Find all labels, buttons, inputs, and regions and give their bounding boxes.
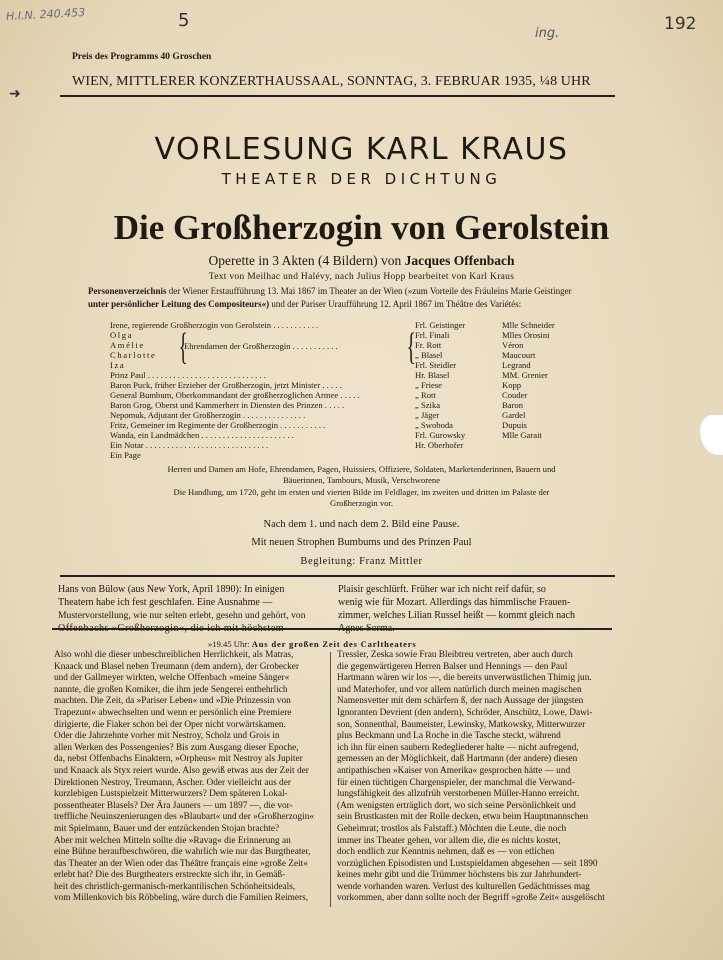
article-line: und der Gallmeyer wirkten, welche Offenbach »meine Sänger« [54,673,290,684]
article-line: gemessen an der Möglichkeit, daß Hartmann (der andere) diesen [337,754,578,765]
right-brace: { [406,326,416,368]
personen-label: Personenverzeichnis [88,286,167,296]
article-column-left [54,650,324,905]
article-line: vom Millenkovich bis Röbbeling, wäre durch die Familien Reimers, [54,893,309,904]
article-line: mit Spielmann, Bauer und der entzückenden Stojan brachte? [54,823,280,834]
cast-paris: Mlle Schneider [502,320,555,330]
article-line: machten. Die Zeit, da »Pariser Leben« und »Die Prinzessin von [54,696,291,707]
cast-wien: Hr. Oberhofer [415,440,464,450]
cast-wien: „ Jäger [415,410,440,420]
cast-role: General Bumbum, Oberkommandant der großherzoglichen Armee . . . . . [110,390,360,400]
cast-paris: Dupuis [502,420,527,430]
article-line: eine Bühne heraufbeschwören, die wahrlich wie nur das Burgtheater, [54,847,311,858]
torn-edge [700,415,723,455]
article-time: »19.45 Uhr: [208,639,250,649]
article-line: heit des christlich-germanisch-merkantilischen Schönheitsideals, [54,881,296,892]
cast-paris: Véron [502,340,524,350]
article-title: Aus der großen Zeit des Carltheaters [251,639,417,649]
paris-premiere-text: und der Pariser Uraufführung 12. April 1867 im Théâtre des Variétés: [271,299,522,309]
article-line: erlebt hat? Die des Burgtheaters erstreckte sich ihr, in Gemäß- [54,870,286,881]
cast-row [110,450,580,460]
cast-wien: „ Rott [415,390,436,400]
cast-role: Ein Notar . . . . . . . . . . . . . . . . . . . . . . . . . . . . . [110,440,269,450]
article-line: lungsfähigkeit des allzufrüh verstorbenen Müller-Hanno erreicht. [337,789,580,800]
left-brace: { [178,326,188,368]
cast-wien: „ Blasel [415,350,443,360]
cast-row [110,410,580,420]
subtitle: THEATER DER DICHTUNG [221,170,502,188]
cast-row [110,390,580,400]
accompaniment: Begleitung: Franz Mittler [300,556,423,567]
personen-intro [88,286,648,297]
quote-line: Plaisir geschlürft. Früher war ich nicht reif dafür, so [338,584,546,595]
article-line: dirigierte, die Fiaker schon bei der Oper nicht vorwärtskamen. [54,719,286,730]
chorus-line-1: Herren und Damen am Hofe, Ehrendamen, Pagen, Huissiers, Offiziere, Soldaten, Marketenderinnen, Bauern und [167,464,556,474]
article-line: Geheimrat; trostlos als Falstaff.) Möchten die Leute, die noch [337,823,567,834]
article-column-right [337,650,609,905]
venue-line: WIEN, MITTLERER KONZERTHAUSSAAL, SONNTAG, 3. FEBRUAR 1935, ¼8 UHR [72,74,591,89]
cast-wien: Frl. Finali [415,330,450,340]
margin-arrow-icon: ➜ [9,87,21,102]
work-subtitle [0,253,723,269]
article-line: son, Sonnenthal, Baumeister, Lewinsky, Matkowsky, Mitterwurzer [337,719,586,730]
article-line: (Am wenigsten erträglich dort, wo sich seine Persönlichkeit und [337,800,576,811]
article-line: Trapezunt« abwechselten und wenn er persönlich eine Premiere [54,707,292,718]
article-line: Oder die Jahrzehnte vorher mit Nestroy, Scholz und Grois in [54,731,280,742]
cast-paris: Couder [502,390,528,400]
quote-line: zimmer, welches Lilian Russel heißt — kommt gleich nach [338,610,576,621]
cast-row [110,430,580,440]
article-line: keines mehr gibt und die Trümmer höchstens bis zur Jahrhundert- [337,870,582,881]
folio-mark: 5 [178,10,190,31]
setting-line-1: Die Handlung, um 1720, geht im ersten und vierten Bilde im Feldlager, im zweiten und dritten im Palaste der [173,487,550,497]
article-line: Hartmann wären wir los —, die bereits unverwüstlichen Thimig jun. [337,673,592,684]
main-title: VORLESUNG KARL KRAUS [154,132,569,167]
article-line: das Theater an der Wien oder das Théâtre français eine »große Zeit« [54,858,308,869]
quote-line: Theatern habe ich fest geschlafen. Eine Ausnahme — [58,597,273,608]
article-line: und Knaack als Styx reiert wurde. Also gewiß etwas aus der Zeit der [54,765,309,776]
article-line: da, nebst Offenbachs Einaktern, »Orpheus« mit Nestroy als Jupiter [54,754,303,765]
cast-role: Irene, regierende Großherzogin von Gerolstein . . . . . . . . . . . [110,320,319,330]
cast-row [110,420,580,430]
strophes-note: Mit neuen Strophen Bumbums und des Prinzen Paul [251,537,472,548]
column-divider [330,652,331,907]
pause-note: Nach dem 1. und nach dem 2. Bild eine Pause. [263,519,460,530]
article-line: Direktionen Nestroy, Treumann, Ascher. Oder vielleicht aus der [54,777,291,788]
cast-paris: Kopp [502,380,522,390]
page-number: 192 [664,14,697,34]
cast-row [110,400,580,410]
article-line: possentheater Blasels? Der Ära Jauners — um 1897 —, die vor- [54,800,293,811]
chorus-line-2: Bäuerinnen, Tambours, Musik, Verschworene [282,475,441,485]
handwritten-note: ing. [535,26,560,41]
cast-paris: Baron [502,400,524,410]
text-credits: Text von Meilhac und Halévy, nach Julius Hopp bearbeitet von Karl Kraus [208,272,515,282]
cast-paris: Gardel [502,410,526,420]
article-rule [52,628,612,630]
article-line: immer ins Theater gehen, vor allem die, die es nichts kostet, [337,835,561,846]
leitung-label: unter persönlicher Leitung des Compositeurs«) [88,299,270,309]
cast-role: Ein Page [110,450,141,460]
quote-line: Mustervorstellung, wie nur selten erlebt, gesehn und gehört, von [58,610,306,621]
cast-role: Prinz Paul . . . . . . . . . . . . . . . . . . . . . . . . . . . . [110,370,266,380]
composer: Jacques Offenbach [404,253,515,268]
article-line: für einen tüchtigen Chargenspieler, der manchmal die Verwand- [337,777,575,788]
header-rule [60,95,615,97]
cast-role: Baron Puck, früher Erzieher der Großherzogin, jetzt Minister . . . . . [110,380,342,390]
cast-wien: „ Swoboda [415,420,453,430]
article-line: vorzüglichen Episodisten und Lustspieldamen abgesehen — seit 1890 [337,858,598,869]
cast-role: Fritz, Gemeiner im Regimente der Großherzogin . . . . . . . . . . . [110,420,326,430]
article-line: antipathischen »Kaiser von Amerika« gesprochen hätte — und [337,765,571,776]
article-line: sein Brustkasten mit der Rolle decken, etwa beim Hauptmannschen [337,812,589,823]
article-line: die gegenwärtigeren Herren Balser und Hennings — den Paul [337,661,568,672]
article-line: nannte, die großen Komiker, die ihm jede Sengerei entbehrlich [54,684,288,695]
article-line: Namensvetter mit dem schärfern ß, der nach Aussage der jüngsten [337,696,584,707]
cast-paris: Maucourt [502,350,536,360]
cast-wien: Fr. Rott [415,340,442,350]
cast-role: Nepomuk, Adjutant der Großherzogin . . . . . . . . . . . . . . . [110,410,306,420]
cast-role: Iza [110,360,126,370]
cast-role: Wanda, ein Landmädchen . . . . . . . . . . . . . . . . . . . . . . [110,430,294,440]
article-line: Ignoranten Devrient (den andern), Schröder, Anschütz, Lowe, Dawi- [337,707,593,718]
article-line: ich ihn für einen saubern Redegliederer halte — nicht aufregend, [337,742,579,753]
cast-row [110,440,580,450]
article-line: kurzlebigen Lustspielzeit Mitterwurzers? Dem späteren Lokal- [54,789,288,800]
cast-wien: „ Szika [415,400,441,410]
article-heading [208,639,416,649]
cast-role: Baron Grog, Oberst und Kammerherr in Diensten des Prinzen . . . . . [110,400,345,410]
cast-role: Olga [110,330,134,340]
quote-line: Hans von Bülow (aus New York, April 1890): In einigen [58,584,285,595]
cast-row [110,370,580,380]
article-line: Knaack und Blasel neben Treumann (dem andern), der Grobecker [54,661,299,672]
price-line: Preis des Programms 40 Groschen [72,52,212,62]
quote-line: wenig wie für Mozart. Allerdings das himmlische Frauen- [338,597,571,608]
article-line: wende vorhanden waren. Verlust des kulturellen Gedächtnisses mag [337,881,590,892]
cast-paris: MM. Grenier [502,370,548,380]
cast-wien: „ Friese [415,380,442,390]
cast-row [110,380,580,390]
setting-line-2: Großherzogin vor. [329,498,393,508]
article-line: und Materhofer, und vor allem natürlich durch meinen magischen [337,684,582,695]
work-description: Operette in 3 Akten (4 Bildern) von [208,253,402,268]
personen-intro-line2 [88,299,648,310]
article-line: allen Werken des Possengenies? Bis zum Ausgang dieser Epoche, [54,742,299,753]
work-title: Die Großherzogin von Gerolstein [113,208,610,247]
section-rule [60,575,615,577]
group-label: Ehrendamen der Großherzogin . . . . . . . . . . . [184,341,338,351]
article-line: plus Beckmann und La Roche in die Tasche steckt, während [337,731,561,742]
cast-paris: Mlle Garait [502,430,542,440]
article-line: doch endlich zur Kenntnis nehmen, daß es — von etlichen [337,847,555,858]
cast-wien: Frl. Geistinger [415,320,466,330]
inventory-number: H.I.N. 240.453 [5,5,86,24]
cast-paris: Legrand [502,360,531,370]
cast-paris: Mlles Orosini [502,330,550,340]
article-line: vorkommen, aber dann sollte noch der Begriff »große Zeit« ausgelöscht [337,893,605,904]
cast-role: Charlotte [110,350,157,360]
cast-wien: Frl. Steidler [415,360,457,370]
article-line: Tressler, Zeska sowie Frau Bleibtreu vertreten, aber auch durch [337,650,573,660]
article-line: treffliche Neuinszenierungen des »Blaubart« und der »Großherzogin« [54,812,315,823]
cast-wien: Hr. Blasel [415,370,450,380]
article-line: Also wohl die dieser unbeschreiblichen Herrlichkeit, als Matras, [54,650,294,660]
personen-intro-text: der Wiener Erstaufführung 13. Mai 1867 im Theater an der Wien (»zum Vorteile des Fräuleins Marie Geistinger [168,286,572,296]
cast-role: Amélie [110,340,145,350]
article-line: Aber mit welchen Mitteln sollte die »Ravag« die Erinnerung an [54,835,291,846]
cast-wien: Frl. Gurowsky [415,430,466,440]
